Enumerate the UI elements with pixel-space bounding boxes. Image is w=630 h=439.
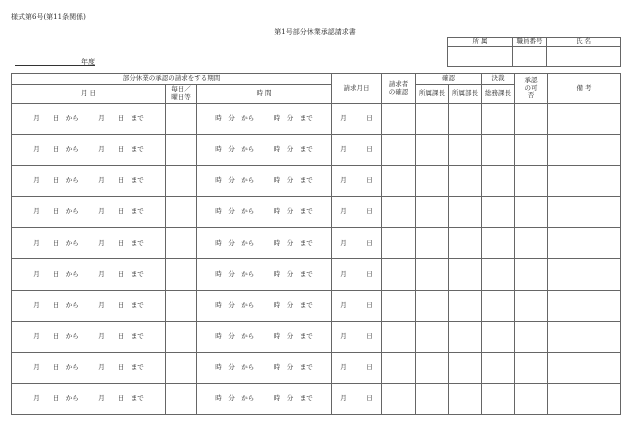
general-chief-cell[interactable] — [482, 228, 515, 259]
weekday-cell[interactable] — [166, 290, 197, 321]
date-range-cell[interactable]: 月 日 から 月 日 まで — [12, 352, 166, 383]
general-chief-cell[interactable] — [482, 290, 515, 321]
request-date-cell[interactable]: 月 日 — [332, 166, 382, 197]
date-range-cell[interactable]: 月 日 から 月 日 まで — [12, 197, 166, 228]
dept-chief-cell[interactable] — [449, 352, 482, 383]
date-range-cell[interactable]: 月 日 から 月 日 まで — [12, 290, 166, 321]
time-range-cell[interactable]: 時 分 から 時 分 まで — [197, 383, 332, 414]
approval-cell[interactable] — [515, 228, 548, 259]
decision-group-header: 決裁 — [482, 74, 515, 85]
employee-number-field[interactable] — [513, 47, 547, 67]
weekday-cell[interactable] — [166, 352, 197, 383]
time-range-cell[interactable]: 時 分 から 時 分 まで — [197, 104, 332, 135]
info-box — [447, 37, 621, 67]
general-chief-cell[interactable] — [482, 104, 515, 135]
time-range-cell[interactable]: 時 分 から 時 分 まで — [197, 290, 332, 321]
table-row — [12, 290, 621, 321]
page-title: 第1号部分休業承認請求書 — [274, 28, 356, 36]
request-date-cell[interactable]: 月 日 — [332, 290, 382, 321]
requester-confirm-cell[interactable] — [382, 135, 416, 166]
dept-chief-header: 所属部長 — [449, 85, 482, 104]
remarks-cell[interactable] — [548, 166, 621, 197]
section-chief-cell[interactable] — [416, 352, 449, 383]
section-chief-cell[interactable] — [416, 259, 449, 290]
section-chief-cell[interactable] — [416, 383, 449, 414]
requester-confirm-cell[interactable] — [382, 166, 416, 197]
date-range-cell[interactable]: 月 日 から 月 日 まで — [12, 228, 166, 259]
date-range-cell[interactable]: 月 日 から 月 日 まで — [12, 259, 166, 290]
weekday-cell[interactable] — [166, 228, 197, 259]
weekday-cell[interactable] — [166, 104, 197, 135]
request-date-cell[interactable]: 月 日 — [332, 197, 382, 228]
dept-chief-cell[interactable] — [449, 166, 482, 197]
approval-header: 承認の可否 — [515, 74, 548, 104]
date-range-cell[interactable]: 月 日 から 月 日 まで — [12, 321, 166, 352]
date-range-cell[interactable]: 月 日 から 月 日 まで — [12, 166, 166, 197]
section-chief-cell[interactable] — [416, 166, 449, 197]
dept-chief-cell[interactable] — [449, 228, 482, 259]
remarks-cell[interactable] — [548, 135, 621, 166]
approval-cell[interactable] — [515, 383, 548, 414]
remarks-cell[interactable] — [548, 321, 621, 352]
dept-chief-cell[interactable] — [449, 383, 482, 414]
section-chief-cell[interactable] — [416, 290, 449, 321]
approval-cell[interactable] — [515, 104, 548, 135]
affiliation-field[interactable] — [448, 47, 513, 67]
dept-chief-cell[interactable] — [449, 259, 482, 290]
weekday-cell[interactable] — [166, 135, 197, 166]
time-range-cell[interactable]: 時 分 から 時 分 まで — [197, 259, 332, 290]
time-range-cell[interactable]: 時 分 から 時 分 まで — [197, 135, 332, 166]
weekday-cell[interactable] — [166, 197, 197, 228]
requester-confirm-cell[interactable] — [382, 321, 416, 352]
date-range-cell[interactable]: 月 日 から 月 日 まで — [12, 135, 166, 166]
table-row — [12, 383, 621, 414]
requester-confirm-cell[interactable] — [382, 104, 416, 135]
requester-confirm-cell[interactable] — [382, 228, 416, 259]
employee-number-header: 職員番号 — [513, 38, 547, 47]
request-date-cell[interactable]: 月 日 — [332, 259, 382, 290]
general-chief-cell[interactable] — [482, 135, 515, 166]
general-chief-cell[interactable] — [482, 166, 515, 197]
request-date-cell[interactable]: 月 日 — [332, 228, 382, 259]
section-chief-header: 所属課長 — [416, 85, 449, 104]
year-label: 年度 — [81, 58, 95, 66]
section-chief-cell[interactable] — [416, 104, 449, 135]
remarks-cell[interactable] — [548, 228, 621, 259]
request-date-cell[interactable]: 月 日 — [332, 352, 382, 383]
weekday-cell[interactable] — [166, 383, 197, 414]
request-date-cell[interactable]: 月 日 — [332, 104, 382, 135]
approval-cell[interactable] — [515, 197, 548, 228]
form-id: 様式第6号(第11条関係) — [11, 13, 86, 21]
remarks-cell[interactable] — [548, 383, 621, 414]
date-range-cell[interactable]: 月 日 から 月 日 まで — [12, 383, 166, 414]
section-chief-cell[interactable] — [416, 228, 449, 259]
request-table — [11, 73, 621, 415]
dept-chief-cell[interactable] — [449, 135, 482, 166]
weekday-cell[interactable] — [166, 321, 197, 352]
requester-confirm-cell[interactable] — [382, 290, 416, 321]
remarks-cell[interactable] — [548, 197, 621, 228]
name-field[interactable] — [547, 47, 621, 67]
requester-confirm-header: 請求者の確認 — [382, 74, 416, 104]
time-header: 時 間 — [197, 85, 332, 104]
dept-chief-cell[interactable] — [449, 321, 482, 352]
affiliation-header: 所 属 — [448, 38, 513, 47]
request-date-cell[interactable]: 月 日 — [332, 321, 382, 352]
time-range-cell[interactable]: 時 分 から 時 分 まで — [197, 321, 332, 352]
period-group-header: 部分休業の承認の請求をする期間 — [12, 74, 332, 85]
table-row — [12, 135, 621, 166]
remarks-cell[interactable] — [548, 352, 621, 383]
general-chief-cell[interactable] — [482, 259, 515, 290]
time-range-cell[interactable]: 時 分 から 時 分 まで — [197, 228, 332, 259]
weekday-cell[interactable] — [166, 259, 197, 290]
general-chief-cell[interactable] — [482, 321, 515, 352]
dept-chief-cell[interactable] — [449, 104, 482, 135]
requester-confirm-cell[interactable] — [382, 383, 416, 414]
remarks-cell[interactable] — [548, 290, 621, 321]
section-chief-cell[interactable] — [416, 321, 449, 352]
remarks-header: 備 考 — [548, 74, 621, 104]
general-chief-header: 総務課長 — [482, 85, 515, 104]
time-range-cell[interactable]: 時 分 から 時 分 まで — [197, 352, 332, 383]
general-chief-cell[interactable] — [482, 352, 515, 383]
remarks-cell[interactable] — [548, 104, 621, 135]
weekday-cell[interactable] — [166, 166, 197, 197]
remarks-cell[interactable] — [548, 259, 621, 290]
request-date-cell[interactable]: 月 日 — [332, 135, 382, 166]
request-date-cell[interactable]: 月 日 — [332, 383, 382, 414]
requester-confirm-cell[interactable] — [382, 259, 416, 290]
table-row — [12, 259, 621, 290]
table-row — [12, 228, 621, 259]
general-chief-cell[interactable] — [482, 197, 515, 228]
table-row — [12, 104, 621, 135]
section-chief-cell[interactable] — [416, 197, 449, 228]
approval-cell[interactable] — [515, 166, 548, 197]
approval-cell[interactable] — [515, 290, 548, 321]
requester-confirm-cell[interactable] — [382, 352, 416, 383]
request-date-header: 請求月日 — [332, 74, 382, 104]
general-chief-cell[interactable] — [482, 383, 515, 414]
dept-chief-cell[interactable] — [449, 290, 482, 321]
weekday-header: 毎日／曜日等 — [166, 85, 197, 104]
approval-cell[interactable] — [515, 259, 548, 290]
dept-chief-cell[interactable] — [449, 197, 482, 228]
date-range-cell[interactable]: 月 日 から 月 日 まで — [12, 104, 166, 135]
table-row — [12, 352, 621, 383]
approval-cell[interactable] — [515, 321, 548, 352]
section-chief-cell[interactable] — [416, 135, 449, 166]
table-row — [12, 166, 621, 197]
dates-header: 月 日 — [12, 85, 166, 104]
confirm-group-header: 確認 — [416, 74, 482, 85]
approval-cell[interactable] — [515, 352, 548, 383]
fiscal-year-field[interactable] — [15, 57, 95, 66]
table-row — [12, 197, 621, 228]
time-range-cell[interactable]: 時 分 から 時 分 まで — [197, 166, 332, 197]
requester-confirm-cell[interactable] — [382, 197, 416, 228]
name-header: 氏 名 — [547, 38, 621, 47]
time-range-cell[interactable]: 時 分 から 時 分 まで — [197, 197, 332, 228]
approval-cell[interactable] — [515, 135, 548, 166]
table-row — [12, 321, 621, 352]
